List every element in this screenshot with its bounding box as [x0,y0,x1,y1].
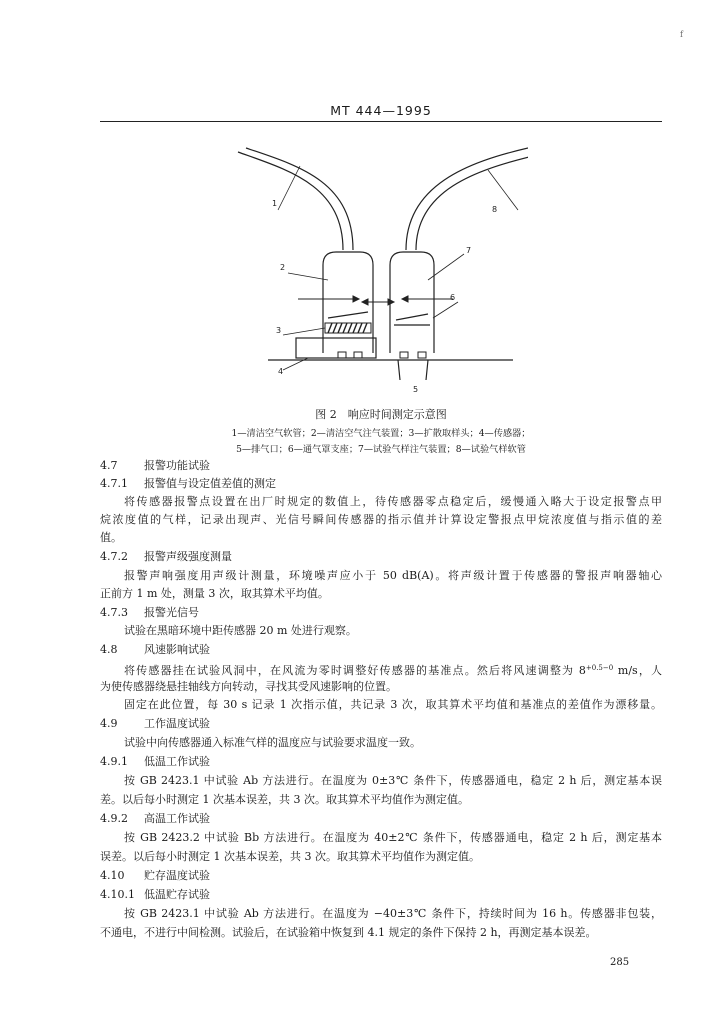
section-number: 4.7.1 [100,477,128,490]
figure-caption: 图 2 响应时间测定示意图 [315,408,447,421]
clean-air-hose-outer [238,152,343,250]
section-title: 报警光信号 [144,606,199,619]
section-heading-4-7-1 [100,477,662,491]
section-heading-4-9-2 [100,812,662,826]
text-run: m/s，人 [613,664,663,677]
section-heading-4-7 [100,459,662,473]
paragraph-line: 将传感器报警点设置在出厂时规定的数值上，待传感器零点稳定后，缓慢通入略大于设定报警点甲 [124,495,662,508]
paragraph-line: 报警声响强度用声级计测量，环境噪声应小于 50 dB(A)。将声级计置于传感器的警报声响器轴心 [124,569,662,582]
figure-label: 1 [272,199,278,208]
sensor-base [296,338,376,358]
section-number: 4.8 [100,643,118,656]
paragraph-line: 按 GB 2423.2 中试验 Bb 方法进行。在温度为 40±2℃ 条件下，传感器通电，稳定 2 h 后，测定基本 [124,831,662,844]
test-gas-injector-body [390,252,434,353]
section-title: 报警声级强度测量 [144,550,232,563]
figure-label: 4 [278,367,284,376]
section-number: 4.9.1 [100,755,128,768]
paragraph-line: 正前方 1 m 处，测量 3 次，取其算术平均值。 [100,587,329,600]
figure-label: 3 [276,326,282,335]
paragraph-line: 误差。以后每小时测定 1 次基本误差，共 3 次。取其算术平均值作为测定值。 [100,850,480,863]
figure-label: 7 [466,246,472,255]
section-title: 低温工作试验 [144,755,210,768]
paragraph-line: 烷浓度值的气样，记录出现声、光信号瞬间传感器的指示值并计算设定警报点甲烷浓度值与指示值的差 [100,513,662,526]
header-rule [100,121,662,122]
paragraph-line: 不通电，不进行中间检测。试验后，在试验箱中恢复到 4.1 规定的条件下保持 2 h，再测定基本误差。 [100,926,597,939]
section-number: 4.9 [100,717,118,730]
figure-label: 6 [450,293,456,302]
figure-label: 8 [492,205,498,214]
paragraph-line: 固定在此位置，每 30 s 记录 1 次指示值，共记录 3 次，取其算术平均值和基准点的差值作为漂移量。 [124,698,662,711]
section-number: 4.7 [100,459,118,472]
paragraph-line: 按 GB 2423.1 中试验 Ab 方法进行。在温度为 0±3℃ 条件下，传感器通电，稳定 2 h 后，测定基本误 [124,774,662,787]
paragraph-line: 为使传感器绕悬挂轴线方向转动，寻找其受风速影响的位置。 [100,680,397,693]
text-run: 将传感器挂在试验风洞中，在风流为零时调整好传感器的基准点。然后将风速调整为 8 [124,664,586,677]
section-heading-4-10-1 [100,888,662,902]
figure-label: 2 [280,263,286,272]
paragraph-line: 试验在黑暗环境中距传感器 20 m 处进行观察。 [124,624,357,637]
figure-legend-line: 1—清洁空气软管；2—清洁空气注气装置；3—扩散取样头；4—传感器； [231,428,531,439]
section-title: 贮存温度试验 [144,869,210,882]
paragraph-line [100,661,662,678]
section-heading-4-10 [100,869,662,883]
paragraph-line: 试验中向传感器通入标准气样的温度应与试验要求温度一致。 [124,736,421,749]
figure-label: 5 [413,385,419,394]
section-title: 低温贮存试验 [144,888,210,901]
section-number: 4.10 [100,869,125,882]
tolerance-superscript: +0.5−0 [585,664,614,672]
exhaust-outlet [398,360,428,380]
clean-air-hose-inner [246,148,353,250]
paragraph-line: 值。 [100,531,122,544]
section-heading-4-9-1 [100,755,662,769]
section-heading-4-9 [100,717,662,731]
test-gas-hose-inner [416,156,528,250]
section-title: 高温工作试验 [144,812,210,825]
section-number: 4.7.3 [100,606,128,619]
section-heading-4-8 [100,643,662,657]
section-heading-4-7-2 [100,550,662,564]
figure-legend-line: 5—排气口；6—通气罩支座；7—试验气样注气装置；8—试验气样软管 [236,444,526,455]
section-title: 报警值与设定值差值的测定 [144,477,276,490]
page-number: 285 [610,957,630,968]
section-number: 4.9.2 [100,812,128,825]
response-time-diagram [228,140,528,398]
page-header-title: MT 444—1995 [330,103,432,118]
section-number: 4.10.1 [100,888,135,901]
diffusion-sampling-head [325,323,371,333]
section-title: 报警功能试验 [144,459,210,472]
paragraph-line: 按 GB 2423.1 中试验 Ab 方法进行。在温度为 −40±3℃ 条件下，持续时间为 16 h。传感器非包装， [124,907,662,920]
section-title: 风速影响试验 [144,643,210,656]
section-title: 工作温度试验 [144,717,210,730]
paragraph-line: 差。以后每小时测定 1 次基本误差，共 3 次。取其算术平均值作为测定值。 [100,793,469,806]
corner-mark: f [680,30,683,39]
section-heading-4-7-3 [100,606,662,620]
section-number: 4.7.2 [100,550,128,563]
